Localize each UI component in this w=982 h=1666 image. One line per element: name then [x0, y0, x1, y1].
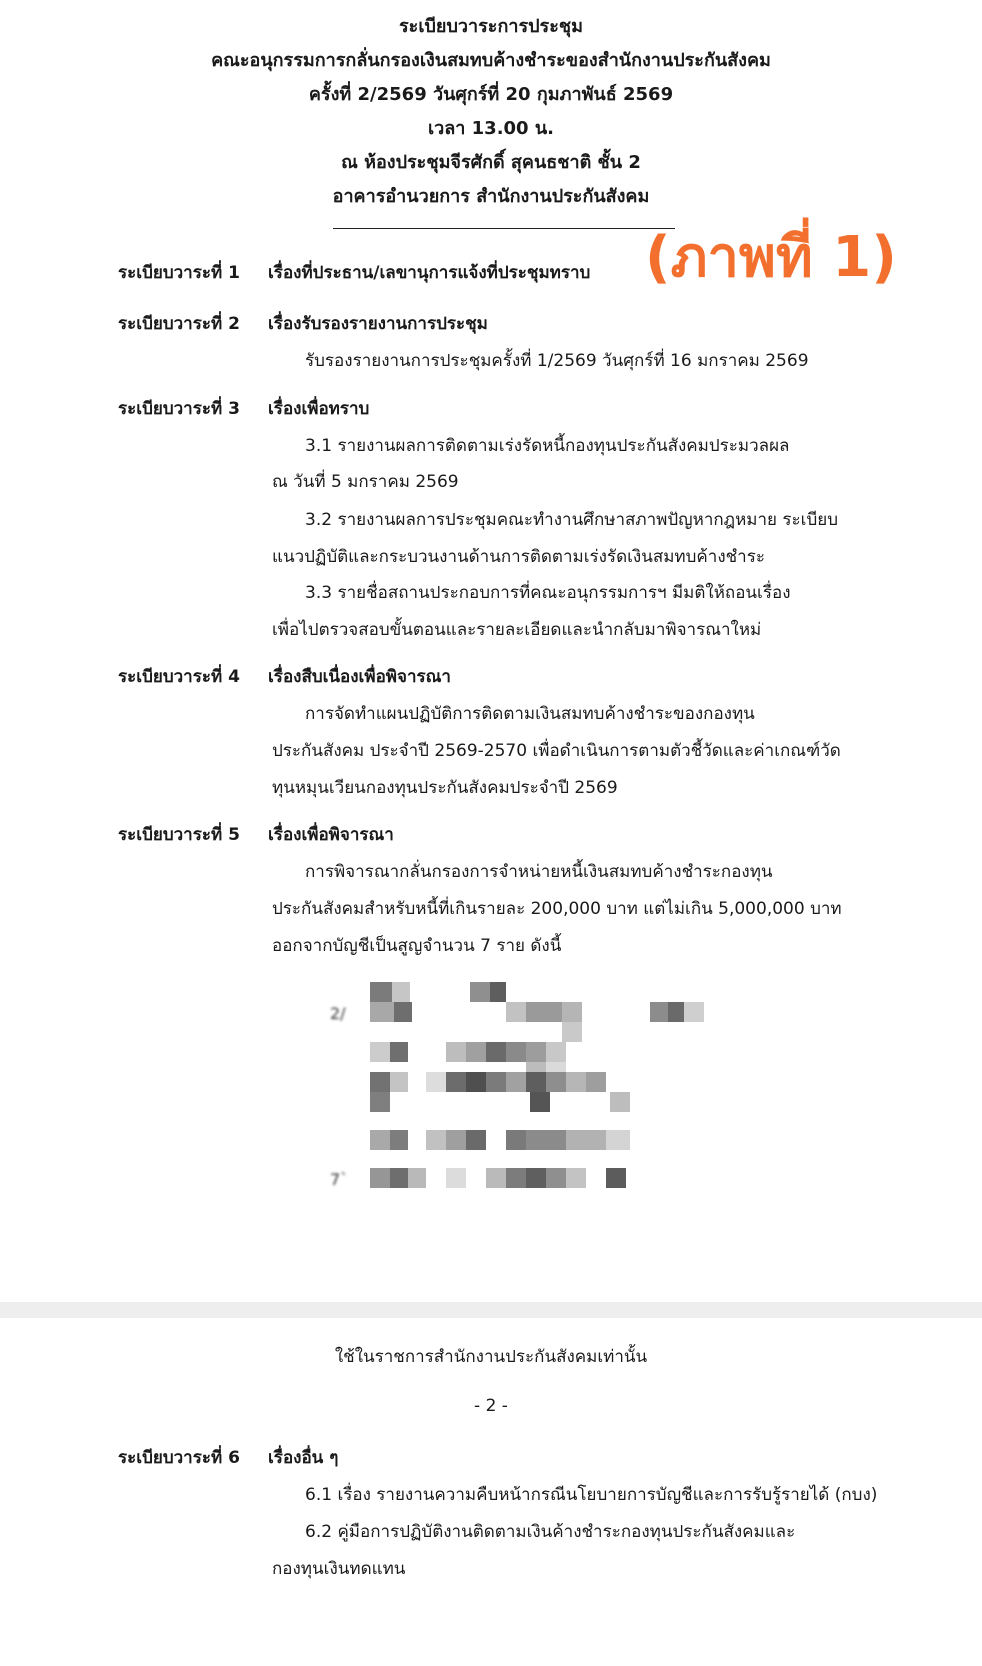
doc-title: ระเบียบวาระการประชุม: [399, 16, 583, 37]
agenda-label: ระเบียบวาระที่ 6: [118, 1448, 240, 1468]
redacted-row: [330, 1022, 690, 1044]
agenda-2-line-1: รับรองรายงานการประชุมครั้งที่ 1/2569 วันศุกร์ที่ 16 มกราคม 2569: [305, 351, 809, 371]
agenda-title: เรื่องที่ประธาน/เลขานุการแจ้งที่ประชุมทราบ: [268, 263, 591, 283]
agenda-3-line-2: ณ วันที่ 5 มกราคม 2569: [272, 472, 459, 492]
agenda-6-line-1: 6.1 เรื่อง รายงานความคืบหน้ากรณีนโยบายการบัญชีและการรับรู้รายได้ (กบง): [305, 1485, 878, 1505]
official-use-notice: ใช้ในราชการสำนักงานประกันสังคมเท่านั้น: [334, 1347, 648, 1367]
committee-name: คณะอนุกรรมการกลั่นกรองเงินสมทบค้างชำระของสำนักงานประกันสังคม: [211, 50, 771, 71]
agenda-title: เรื่องอื่น ๆ: [268, 1448, 339, 1468]
agenda-label: ระเบียบวาระที่ 2: [118, 314, 240, 334]
meeting-date: ครั้งที่ 2/2569 วันศุกร์ที่ 20 กุมภาพันธ์ 2569: [308, 84, 674, 105]
agenda-item-2: [118, 313, 488, 335]
agenda-title: เรื่องเพื่อทราบ: [268, 399, 370, 419]
page-separator: [0, 1302, 982, 1318]
agenda-item-6: [118, 1447, 338, 1469]
redacted-row: [330, 1092, 690, 1114]
agenda-3-line-4: แนวปฏิบัติและกระบวนงานด้านการติดตามเร่งรัดเงินสมทบค้างชำระ: [272, 547, 765, 567]
agenda-5-line-2: ประกันสังคมสำหรับหนี้ที่เกินรายละ 200,000 บาท แต่ไม่เกิน 5,000,000 บาท: [272, 899, 842, 919]
agenda-5-line-3: ออกจากบัญชีเป็นสูญจำนวน 7 ราย ดังนี้: [272, 936, 562, 956]
agenda-6-line-3: กองทุนเงินทดแทน: [272, 1559, 406, 1579]
agenda-6-line-2: 6.2 คู่มือการปฏิบัติงานติดตามเงินค้างชำระกองทุนประกันสังคมและ: [305, 1522, 796, 1542]
agenda-item-5: [118, 824, 394, 846]
list-number: 7`: [330, 1170, 349, 1189]
header-divider: [333, 228, 675, 229]
agenda-title: เรื่องเพื่อพิจารณา: [268, 825, 394, 845]
redacted-row: [330, 1042, 690, 1064]
agenda-item-4: [118, 666, 451, 688]
agenda-3-line-5: 3.3 รายชื่อสถานประกอบการที่คณะอนุกรรมการฯ มีมติให้ถอนเรื่อง: [305, 583, 791, 603]
redacted-row: [330, 1002, 750, 1024]
agenda-4-line-1: การจัดทำแผนปฏิบัติการติดตามเงินสมทบค้างชำระของกองทุน: [305, 704, 755, 724]
redacted-row: [330, 982, 690, 1004]
document-page-2: [0, 1318, 982, 1666]
agenda-3-line-6: เพื่อไปตรวจสอบขั้นตอนและรายละเอียดและนำกลับมาพิจารณาใหม่: [272, 620, 762, 640]
agenda-5-line-1: การพิจารณากลั่นกรองการจำหน่ายหนี้เงินสมทบค้างชำระกองทุน: [305, 862, 773, 882]
agenda-title: เรื่องสืบเนื่องเพื่อพิจารณา: [268, 667, 451, 687]
agenda-3-line-3: 3.2 รายงานผลการประชุมคณะทำงานศึกษาสภาพปัญหากฎหมาย ระเบียบ: [305, 510, 839, 530]
agenda-item-1: [118, 262, 590, 284]
agenda-label: ระเบียบวาระที่ 1: [118, 263, 240, 283]
agenda-4-line-2: ประกันสังคม ประจำปี 2569-2570 เพื่อดำเนินการตามตัวชี้วัดและค่าเกณฑ์วัด: [272, 741, 841, 761]
list-number: 2/: [330, 1004, 346, 1023]
meeting-room: ณ ห้องประชุมจีรศักดิ์ สุคนธชาติ ชั้น 2: [341, 152, 641, 173]
agenda-item-3: [118, 398, 369, 420]
redacted-row: [330, 1168, 690, 1190]
redacted-company-list: [330, 968, 690, 1198]
redacted-row: [330, 1130, 690, 1152]
figure-label: (ภาพที่ 1): [645, 225, 897, 290]
redacted-row: [330, 1072, 690, 1094]
agenda-label: ระเบียบวาระที่ 4: [118, 667, 240, 687]
meeting-time: เวลา 13.00 น.: [427, 118, 554, 139]
agenda-title: เรื่องรับรองรายงานการประชุม: [268, 314, 488, 334]
agenda-label: ระเบียบวาระที่ 5: [118, 825, 240, 845]
agenda-3-line-1: 3.1 รายงานผลการติดตามเร่งรัดหนี้กองทุนประกันสังคมประมวลผล: [305, 436, 790, 456]
meeting-building: อาคารอำนวยการ สำนักงานประกันสังคม: [332, 186, 650, 207]
page-number: - 2 -: [474, 1396, 508, 1416]
agenda-label: ระเบียบวาระที่ 3: [118, 399, 240, 419]
agenda-4-line-3: ทุนหมุนเวียนกองทุนประกันสังคมประจำปี 2569: [272, 778, 618, 798]
